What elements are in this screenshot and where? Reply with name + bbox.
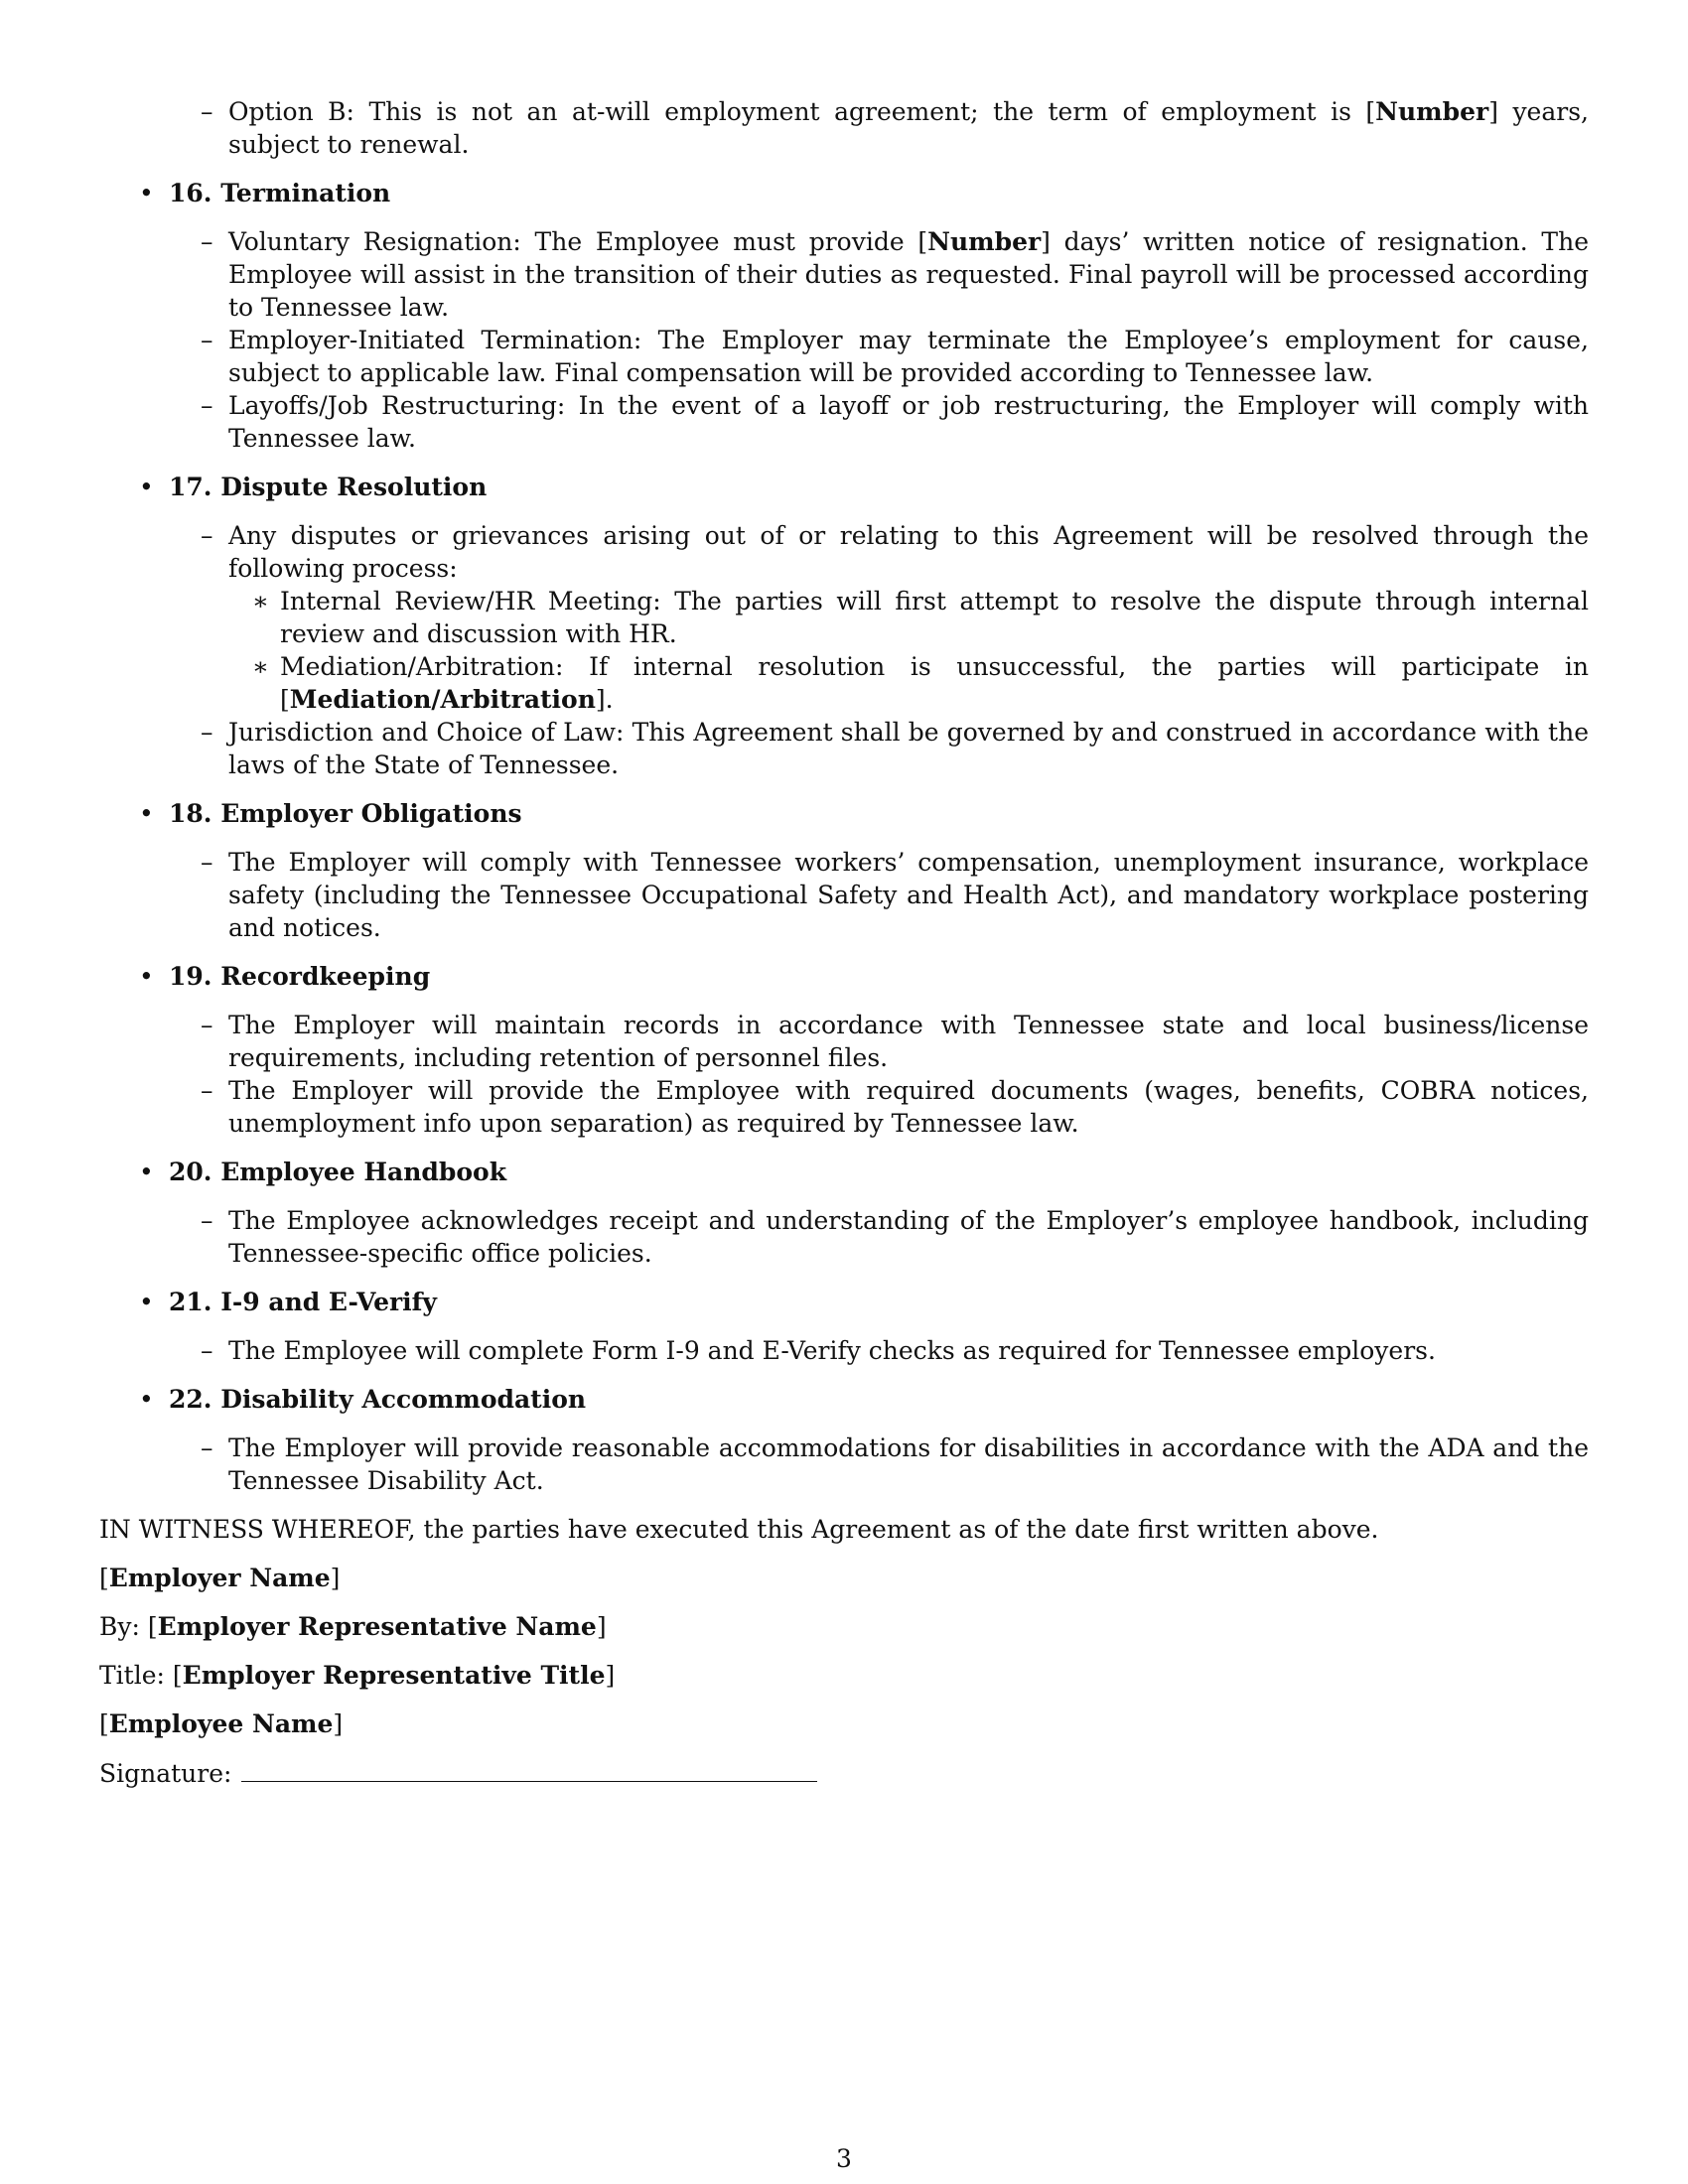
employer-initiated-termination-item: – Employer-Initiated Termination: The Employer may terminate the Employee’s employment for cause, subject to applicable law. Final compensation will be provided according to Tennessee law. — [228, 324, 1589, 389]
section-21-heading: • 21. I-9 and E-Verify — [169, 1286, 1589, 1318]
section-22-heading: • 22. Disability Accommodation — [169, 1383, 1589, 1416]
layoffs-item: – Layoffs/Job Restructuring: In the event of a layoff or job restructuring, the Employer will comply with Tennessee law. — [228, 389, 1589, 455]
signature-line: Signature: — [99, 1756, 1589, 1790]
section-20-heading: • 20. Employee Handbook — [169, 1156, 1589, 1188]
documents-item: – The Employer will provide the Employee with required documents (wages, benefits, COBRA notices, unemployment info upon separation) as required by Tennessee law. — [228, 1074, 1589, 1140]
employer-obligations-item: – The Employer will comply with Tennessee workers’ compensation, unemployment insurance, workplace safety (including the Tennessee Occupational Safety and Health Act), and mandatory workplace postering and notices. — [228, 846, 1589, 944]
internal-review-item: ∗ Internal Review/HR Meeting: The parties will first attempt to resolve the dispute through internal review and discussion with HR. — [280, 585, 1589, 650]
i9-item: – The Employee will complete Form I-9 and E-Verify checks as required for Tennessee employers. — [228, 1334, 1589, 1367]
witness-paragraph: IN WITNESS WHEREOF, the parties have executed this Agreement as of the date first written above. — [99, 1515, 1379, 1544]
section-17-heading: • 17. Dispute Resolution — [169, 471, 1589, 503]
employee-name-block: [Employee Name] — [99, 1709, 344, 1738]
option-b-item: – Option B: This is not an at-will employment agreement; the term of employment is [Number] years, subject to renewal. — [228, 95, 1589, 161]
section-19-heading: • 19. Recordkeeping — [169, 960, 1589, 993]
jurisdiction-item: – Jurisdiction and Choice of Law: This Agreement shall be governed by and construed in accordance with the laws of the State of Tennessee. — [228, 716, 1589, 781]
section-18-heading: • 18. Employer Obligations — [169, 797, 1589, 830]
records-item: – The Employer will maintain records in accordance with Tennessee state and local business/license requirements, including retention of personnel files. — [228, 1009, 1589, 1074]
employer-name-block: [Employer Name] — [99, 1564, 341, 1592]
by-line: By: [Employer Representative Name] — [99, 1612, 607, 1641]
page-number: 3 — [836, 2144, 852, 2173]
signature-field[interactable] — [241, 1756, 817, 1782]
disability-item: – The Employer will provide reasonable accommodations for disabilities in accordance with the ADA and the Tennessee Disability Act. — [228, 1432, 1589, 1497]
handbook-item: – The Employee acknowledges receipt and understanding of the Employer’s employee handbook, including Tennessee-specific office policies. — [228, 1204, 1589, 1270]
dispute-intro-item: – Any disputes or grievances arising out of or relating to this Agreement will be resolved through the following process: — [228, 519, 1589, 585]
section-16-heading: • 16. Termination — [169, 177, 1589, 209]
voluntary-resignation-item: – Voluntary Resignation: The Employee must provide [Number] days’ written notice of resignation. The Employee will assist in the transition of their duties as requested. Final payroll will be processed according to Tennessee law. — [228, 225, 1589, 324]
document-page — [99, 95, 1589, 1790]
title-line: Title: [Employer Representative Title] — [99, 1661, 616, 1690]
mediation-item: ∗ Mediation/Arbitration: If internal resolution is unsuccessful, the parties will participate in [Mediation/Arbitration]. — [280, 650, 1589, 716]
